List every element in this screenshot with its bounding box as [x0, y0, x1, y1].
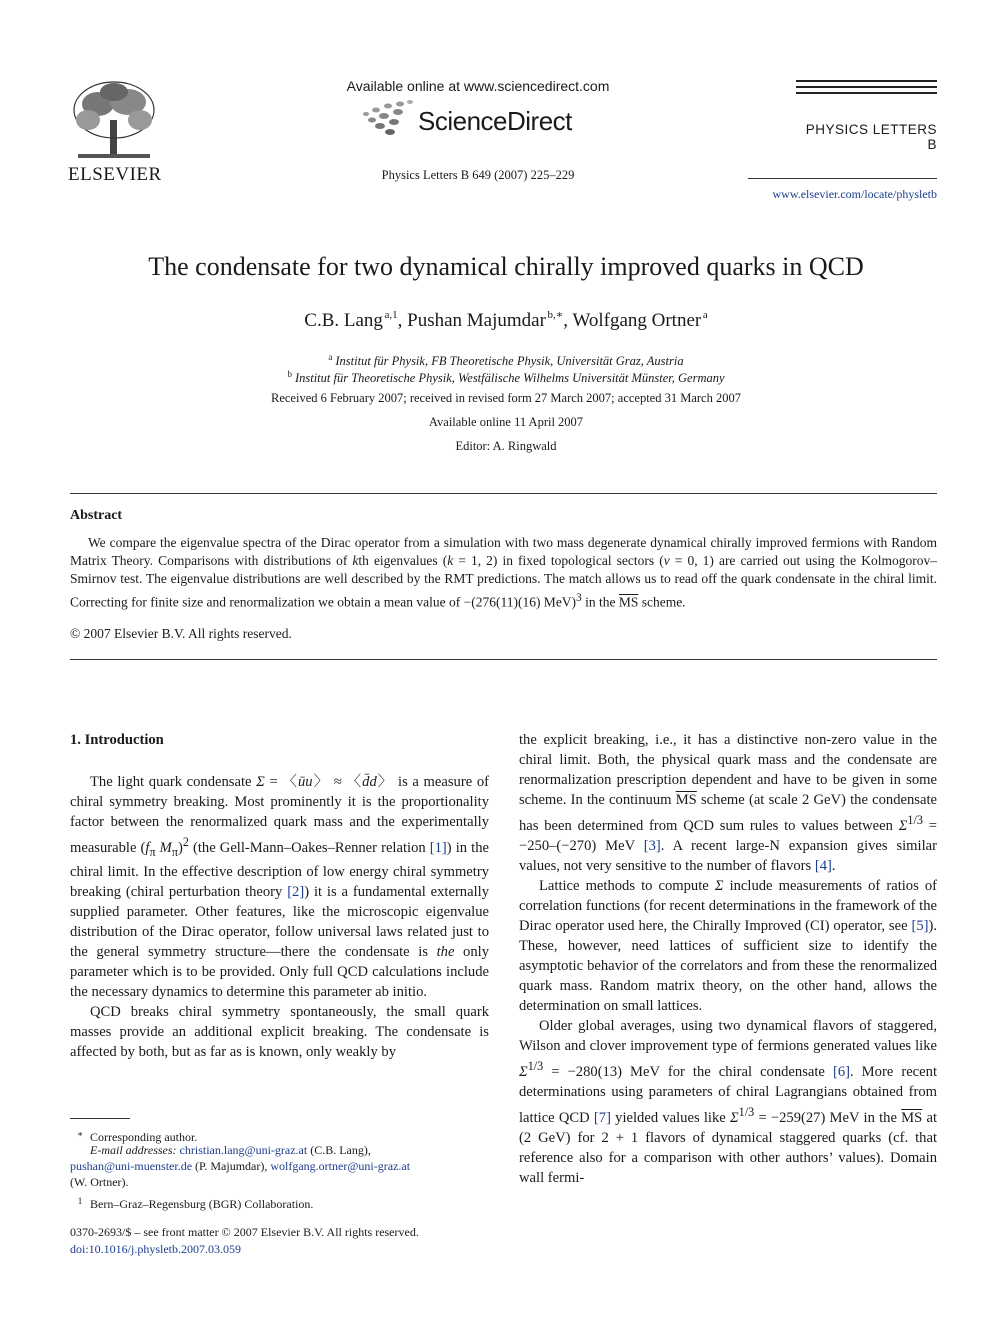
footnote-rule	[70, 1118, 130, 1119]
section-heading: 1. Introduction	[70, 732, 164, 748]
author-affiliation-mark[interactable]: a	[702, 309, 708, 321]
author-affiliation-mark[interactable]: a,1	[384, 309, 398, 321]
journal-name: PHYSICS LETTERS B	[805, 122, 937, 152]
email-label: E-mail addresses:	[90, 1143, 177, 1157]
footnote-text: Corresponding author.	[90, 1130, 198, 1144]
affiliation	[60, 369, 952, 386]
email-owner: (W. Ortner).	[70, 1175, 129, 1189]
available-date: Available online 11 April 2007	[428, 415, 584, 429]
email-link[interactable]: wolfgang.ortner@uni-graz.at	[270, 1159, 411, 1173]
paragraph: Older global averages, using two dynamical flavors of staggered, Wilson and clover improvement type of fermions generated values like $\Sigma^{1/3} = -280(13)$ MeV for the chiral condensate [6]. More recent determinations using parameters of chiral Lagrangians obtained from lattice QCD [7] yielded values like $\Sigma^{1/3} = -259(27)$ MeV in the $\overline{MS}$ at (2 GeV) for 2 + 1 flavors of dynamical staggered quarks (cf. that reference also for a comparison with other authors’ values). Domain wall fermi-	[519, 1017, 938, 1186]
citation-link[interactable]: [5]	[911, 917, 929, 934]
citation-link[interactable]: [4]	[814, 857, 832, 874]
sciencedirect-wordmark: ScienceDirect	[418, 106, 572, 136]
footnote-text: Bern–Graz–Regensburg (BGR) Collaboration.	[90, 1197, 314, 1211]
affiliation	[60, 352, 952, 369]
email-owner: (P. Majumdar),	[192, 1159, 271, 1173]
issn-line: 0370-2693/$ – see front matter © 2007 Elsevier B.V. All rights reserved.	[70, 1225, 419, 1239]
affiliation-mark: a	[328, 352, 333, 362]
affiliation-mark: b	[287, 369, 292, 379]
footnote-emails	[70, 1142, 489, 1190]
editor: Editor: A. Ringwald	[455, 439, 557, 453]
abstract-top-rule	[70, 493, 937, 494]
header-rule	[796, 92, 937, 94]
received-dates: Received 6 February 2007; received in revised form 27 March 2007; accepted 31 March 2007	[271, 391, 741, 405]
footnote-collaboration	[70, 1193, 489, 1212]
footnote-mark: 1	[77, 1196, 83, 1206]
author-list: C.B. Lang $^{a,1}$, Pushan Majumdar $^{b,∗}$, Wolfgang Ortner $^a$	[304, 309, 708, 331]
affiliation-text: Institut für Physik, FB Theoretische Physik, Universität Graz, Austria	[335, 354, 684, 368]
issn-block	[70, 1224, 419, 1258]
affiliation-text: Institut für Theoretische Physik, Westfälische Wilhelms Universität Münster, Germany	[294, 371, 725, 385]
abstract-body: We compare the eigenvalue spectra of the Dirac operator from a simulation with two mass degenerate dynamical chirally improved fermions with Random Matrix Theory. Comparisons with distributions of kth eigenvalues (k = 1, 2) in fixed topological sectors (ν = 0, 1) are carried out using the Kolmogorov–Smirnov test. The eigenvalue distributions are well described by the RMT predictions. The match allows us to read off the quark condensate in the chiral limit. Correcting for finite size and renormalization we obtain a mean value of −(276(11)(16) MeV)$^3$ in the $\overline{MS}$ scheme.	[70, 535, 937, 610]
citation-link[interactable]: [2]	[287, 883, 305, 900]
article-title: The condensate for two dynamical chirally improved quarks in QCD	[148, 252, 864, 281]
elsevier-tree-icon	[68, 80, 160, 162]
header-rule	[796, 86, 937, 88]
sciencedirect-dots-icon	[360, 100, 420, 140]
header-rule	[748, 178, 937, 179]
email-owner: (C.B. Lang),	[307, 1143, 371, 1157]
author-name[interactable]: Pushan Majumdar	[407, 310, 546, 331]
citation-link[interactable]: [3]	[643, 837, 661, 854]
citation-link[interactable]: [6]	[832, 1063, 850, 1080]
journal-url-link[interactable]: www.elsevier.com/locate/physletb	[772, 187, 937, 201]
sciencedirect-logo	[360, 100, 620, 140]
author-name[interactable]: C.B. Lang	[304, 310, 383, 331]
citation-link[interactable]: [1]	[429, 839, 447, 856]
email-link[interactable]: pushan@uni-muenster.de	[70, 1159, 193, 1173]
right-column	[519, 730, 937, 1188]
author-affiliation-mark[interactable]: b,∗	[547, 309, 564, 321]
paragraph: Lattice methods to compute Σ include measurements of ratios of correlation functions (for recent determinations in the framework of the Dirac operator used here, the Chirally Improved (CI) operator, see [5]). These, however, need lattices of sufficient size to identify the asymptotic behavior of the correlators and from these the renormalized quark mass. Random matrix theory, on the other hand, allows the determination on small lattices.	[519, 877, 937, 1014]
citation-link[interactable]: [7]	[593, 1109, 611, 1126]
left-column	[70, 730, 489, 1062]
elsevier-logo	[68, 80, 160, 186]
abstract-heading: Abstract	[70, 508, 123, 523]
footnote-mark: ∗	[76, 1129, 84, 1139]
journal-reference: Physics Letters B 649 (2007) 225–229	[381, 168, 575, 182]
publisher-name: ELSEVIER	[68, 164, 162, 185]
paragraph: the explicit breaking, i.e., it has a distinctive non-zero value in the chiral limit. Both, the physical quark mass and the condensate are renormalization prescription dependent and have to be given in some scheme. In the continuum $\overline{MS}$ scheme (at scale 2 GeV) the condensate has been determined from QCD sum rules to values between $\Sigma^{1/3} = -250-(-270)$ MeV [3]. A recent large-N expansion gives similar values, not very sensitive to the number of flavors [4].	[519, 732, 937, 874]
copyright: © 2007 Elsevier B.V. All rights reserved.	[70, 626, 292, 641]
available-online: Available online at www.sciencedirect.com	[346, 78, 610, 94]
abstract-bottom-rule	[70, 659, 937, 660]
email-link[interactable]: christian.lang@uni-graz.at	[179, 1143, 308, 1157]
header-rule	[796, 80, 937, 82]
paragraph: The light quark condensate Σ = 〈ūu〉 ≈ 〈d̄d〉 is a measure of chiral symmetry breaking. Most prominently it is the proportionality factor between the renormalized quark mass and the experimentally measurable ($f_\pi$ $M_\pi)^2$ (the Gell-Mann–Oakes–Renner relation [1]) in the chiral limit. In the effective description of low energy chiral symmetry breaking (chiral perturbation theory [2]) it is a fundamental externally supplied parameter. Other features, like the microscopic eigenvalue distribution of the Dirac operator, follow universal laws related just to the general symmetry structure—there the condensate is the only parameter which is to be provided. Only full QCD calculations include the necessary dynamics to determine this parameter ab initio.	[70, 774, 490, 1000]
paragraph: QCD breaks chiral symmetry spontaneously, the small quark masses provide an additional explicit breaking. The condensate is affected by both, but as far as is known, only weakly by	[70, 1003, 489, 1060]
doi-link[interactable]: doi:10.1016/j.physletb.2007.03.059	[70, 1242, 241, 1256]
author-name[interactable]: Wolfgang Ortner	[572, 310, 702, 331]
